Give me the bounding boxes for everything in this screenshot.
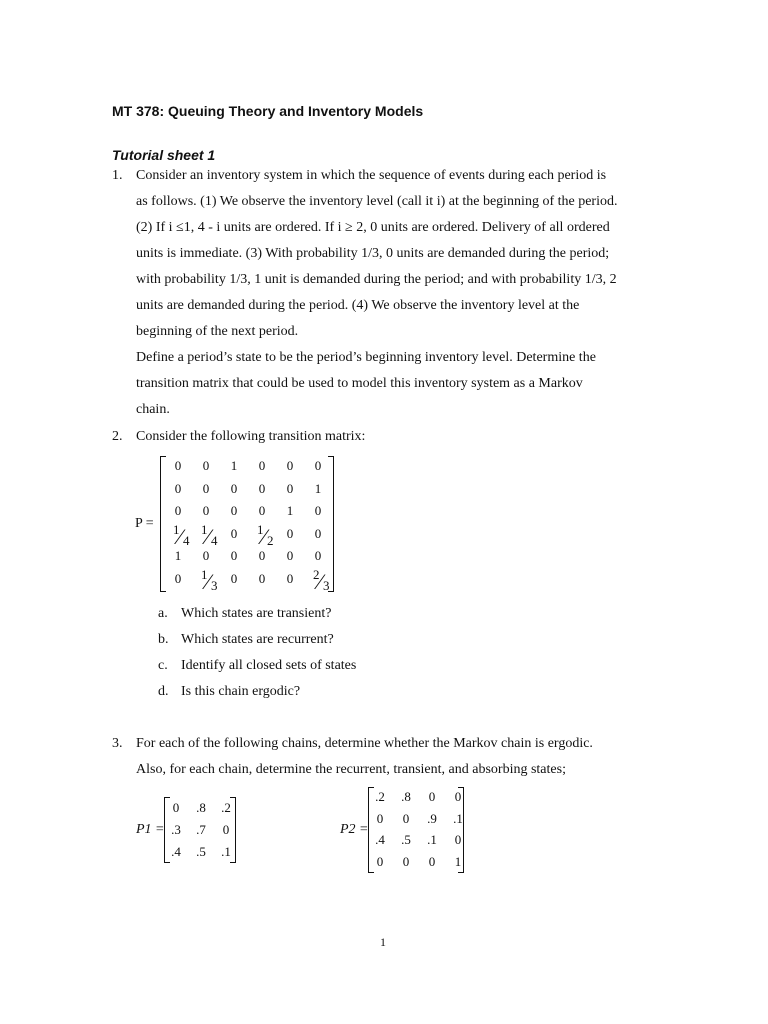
- matrix-cell: 0: [230, 503, 238, 518]
- matrix-p1-label: P1 =: [136, 822, 165, 837]
- matrix-cell: 0: [286, 480, 294, 496]
- fraction-numerator: 1: [201, 566, 208, 582]
- fraction-slash: ⁄: [318, 568, 322, 594]
- matrix-cell: 1: [314, 480, 322, 496]
- matrix-cell: .8: [401, 789, 411, 804]
- matrix-cell: 0: [202, 458, 210, 473]
- matrix-cell: 0: [314, 503, 322, 518]
- matrix-p1: [164, 797, 236, 863]
- q1-line: as follows. (1) We observe the inventory level (call it i) at the beginning of the period.: [136, 194, 618, 209]
- matrix-cell: 0: [258, 503, 266, 518]
- page-number: 1: [380, 935, 386, 949]
- matrix-cell: 0: [376, 810, 384, 826]
- matrix-cell: 0: [172, 800, 180, 815]
- item-letter: b.: [158, 632, 169, 647]
- q2-number: 2.: [112, 429, 123, 444]
- matrix-cell-fraction: [200, 566, 224, 594]
- matrix-cell: 0: [202, 503, 210, 518]
- matrix-cell: .2: [375, 789, 385, 804]
- fraction-denominator: 3: [211, 577, 218, 593]
- q1-line: with probability 1/3, 1 unit is demanded during the period; and with probability 1/3, 2: [136, 272, 617, 287]
- matrix-cell: .3: [171, 822, 181, 837]
- q1-text: [136, 163, 656, 423]
- q2-item-d: [158, 684, 300, 700]
- matrix-cell: 0: [222, 822, 230, 837]
- q3-line: Also, for each chain, determine the recurrent, transient, and absorbing states;: [136, 762, 566, 777]
- matrix-p2-label: P2 =: [340, 822, 369, 837]
- matrix-cell: 0: [230, 480, 238, 496]
- matrix-cell: 0: [402, 853, 410, 869]
- matrix-cell: 0: [428, 853, 436, 869]
- matrix-cell: 0: [174, 570, 182, 586]
- matrix-cell: .9: [427, 810, 437, 826]
- q1-number: 1.: [112, 168, 123, 183]
- fraction-numerator: 1: [201, 521, 208, 537]
- matrix-cell: .5: [401, 832, 411, 847]
- matrix-cell: 0: [174, 503, 182, 518]
- q1-line: transition matrix that could be used to model this inventory system as a Markov: [136, 376, 583, 391]
- matrix-cell: 0: [454, 832, 462, 847]
- matrix-cell-fraction: [172, 521, 196, 549]
- q1-line: (2) If i ≤1, 4 - i units are ordered. If i ≥ 2, 0 units are ordered. Delivery of all ordered: [136, 220, 610, 235]
- item-letter: a.: [158, 606, 168, 621]
- fraction-slash: ⁄: [178, 523, 182, 549]
- q1-line: chain.: [136, 402, 170, 417]
- matrix-cell-fraction: [256, 521, 280, 549]
- matrix-cell: 0: [230, 525, 238, 541]
- matrix-cell: .2: [221, 800, 231, 815]
- q2-intro-line: Consider the following transition matrix:: [136, 429, 366, 444]
- item-text: Which states are recurrent?: [181, 632, 334, 647]
- q1-line: units are demanded during the period. (4) We observe the inventory level at the: [136, 298, 580, 313]
- matrix-cell-fraction: [200, 521, 224, 549]
- matrix-cell: 1: [230, 458, 238, 473]
- matrix-cell: 0: [286, 525, 294, 541]
- fraction-slash: ⁄: [262, 523, 266, 549]
- q2-item-b: [158, 632, 334, 648]
- matrix-cell: .1: [453, 810, 463, 826]
- matrix-cell: .1: [427, 832, 437, 847]
- matrix-cell: 0: [428, 789, 436, 804]
- item-letter: d.: [158, 684, 169, 699]
- transition-matrix-p: [160, 456, 334, 592]
- fraction-numerator: 1: [173, 521, 180, 537]
- matrix-p2: [368, 787, 464, 873]
- matrix-cell: 0: [258, 570, 266, 586]
- matrix-cell: 0: [258, 480, 266, 496]
- matrix-cell: 0: [286, 548, 294, 563]
- matrix-cell: 0: [314, 458, 322, 473]
- fraction-denominator: 3: [323, 577, 330, 593]
- q2-intro: [136, 424, 656, 450]
- matrix-cell: 0: [454, 789, 462, 804]
- q3-number: 3.: [112, 736, 123, 751]
- matrix-cell: .4: [171, 844, 181, 859]
- matrix-cell-fraction: [312, 566, 336, 594]
- matrix-cell: 0: [286, 458, 294, 473]
- matrix-cell: 0: [202, 548, 210, 563]
- fraction-denominator: 4: [183, 532, 190, 548]
- matrix-cell: 0: [402, 810, 410, 826]
- matrix-cell: 1: [174, 548, 182, 563]
- matrix-p-label: P =: [135, 516, 154, 531]
- matrix-cell: 0: [314, 548, 322, 563]
- fraction-denominator: 4: [211, 532, 218, 548]
- matrix-cell: .1: [221, 844, 231, 859]
- item-text: Identify all closed sets of states: [181, 658, 357, 673]
- fraction-numerator: 2: [313, 566, 320, 582]
- fraction-slash: ⁄: [206, 523, 210, 549]
- q1-line: Consider an inventory system in which the sequence of events during each period is: [136, 168, 607, 183]
- matrix-cell: 1: [286, 503, 294, 518]
- fraction-numerator: 1: [257, 521, 264, 537]
- item-text: Which states are transient?: [181, 606, 332, 621]
- matrix-cell: 0: [258, 458, 266, 473]
- matrix-cell: .8: [196, 800, 206, 815]
- matrix-cell: 0: [230, 570, 238, 586]
- matrix-cell: 0: [258, 548, 266, 563]
- matrix-cell: 0: [202, 480, 210, 496]
- matrix-cell: 0: [174, 458, 182, 473]
- matrix-cell: 0: [230, 548, 238, 563]
- q1-line: Define a period’s state to be the period’s beginning inventory level. Determine the: [136, 350, 596, 365]
- matrix-cell: 0: [174, 480, 182, 496]
- matrix-cell: .4: [375, 832, 385, 847]
- q3-line: For each of the following chains, determine whether the Markov chain is ergodic.: [136, 736, 593, 751]
- fraction-denominator: 2: [267, 532, 274, 548]
- q1-line: units is immediate. (3) With probability 1/3, 0 units are demanded during the period;: [136, 246, 610, 261]
- left-bracket: [160, 456, 166, 592]
- matrix-cell: .7: [196, 822, 206, 837]
- item-letter: c.: [158, 658, 168, 673]
- sheet-title: Tutorial sheet 1: [112, 147, 216, 163]
- matrix-cell: 0: [314, 525, 322, 541]
- fraction-slash: ⁄: [206, 568, 210, 594]
- matrix-cell: 0: [286, 570, 294, 586]
- q3-text: [136, 731, 656, 783]
- matrix-cell: 1: [454, 853, 462, 869]
- item-text: Is this chain ergodic?: [181, 684, 301, 699]
- matrix-cell: .5: [196, 844, 206, 859]
- q2-item-a: [158, 606, 331, 622]
- matrix-cell: 0: [376, 853, 384, 869]
- q1-line: beginning of the next period.: [136, 324, 299, 339]
- q2-item-c: [158, 658, 356, 674]
- course-title: MT 378: Queuing Theory and Inventory Models: [112, 103, 424, 119]
